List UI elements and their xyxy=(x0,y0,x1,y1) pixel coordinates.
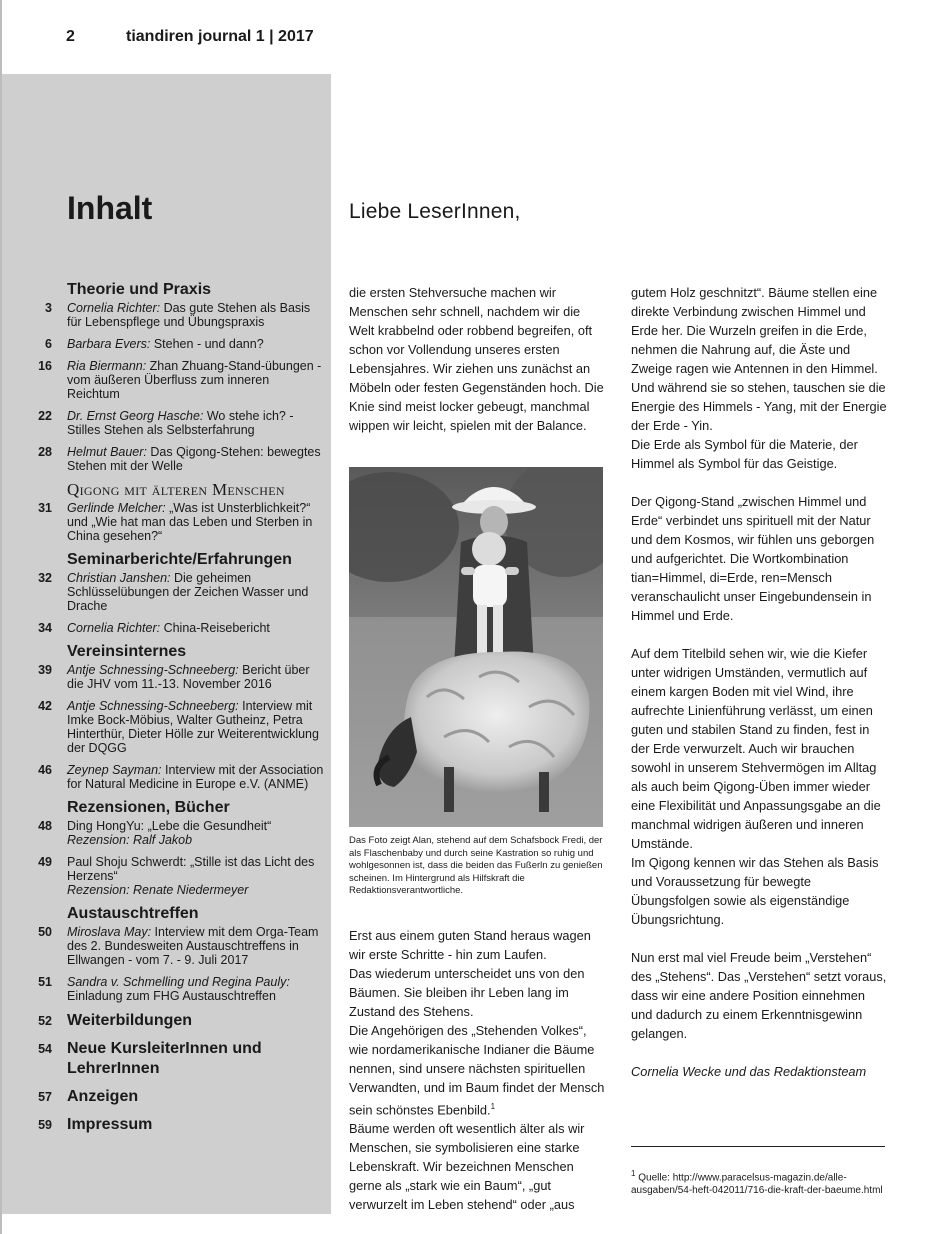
photo-caption: Das Foto zeigt Alan, stehend auf dem Schafsbock Fredi, der als Flaschenbaby und durch seine Kastration so ruhig und wohlgesonnen ist, dass die beiden das Fußerln zu genießen scheinen. Im Hintergrund als Hilfskraft die Redaktionsverantwortliche. xyxy=(349,835,603,896)
photo-illustration xyxy=(349,467,603,827)
photo-alan-on-sheep xyxy=(349,467,603,827)
journal-title: tiandiren journal 1 | 2017 xyxy=(126,28,314,45)
toc-section-heading: Qigong mit älteren Menschen xyxy=(67,480,285,499)
toc-page-number: 28 xyxy=(38,445,52,459)
toc-entry[interactable] xyxy=(30,1087,325,1107)
toc-entry[interactable] xyxy=(30,819,325,847)
toc-author: Antje Schnessing-Schneeberg: xyxy=(67,663,239,677)
toc-page-number: 34 xyxy=(38,621,52,635)
toc-entry[interactable] xyxy=(30,1115,325,1135)
footnote-marker: 1 xyxy=(631,1169,636,1178)
toc-section-heading: Weiterbildungen xyxy=(67,1012,193,1029)
toc-section-heading: Rezensionen, Bücher xyxy=(67,799,230,816)
toc-entry-text xyxy=(67,501,325,543)
paragraph: gutem Holz geschnitzt“. Bäume stellen eine direkte Verbindung zwischen Himmel und Erde her. Die Wurzeln greifen in die Erde, nehmen die Nahrung auf, die Äste und Zweige ragen wie Antennen in den Himmel. Und während sie so stehen, tauschen sie die Energie des Himmels - Yang, mit der Energie der Erde - Yin. xyxy=(631,285,887,433)
toc-entry-text xyxy=(67,663,325,691)
toc-section-heading: Anzeigen xyxy=(67,1088,139,1105)
toc-author: Barbara Evers: xyxy=(67,337,151,351)
toc-title-text: Ding HongYu: „Lebe die Gesundheit“ xyxy=(67,819,272,833)
toc-entry-text xyxy=(67,699,325,755)
paragraph: Das wiederum unterscheidet uns von den Bäumen. Sie bleiben ihr Leben lang im Zustand des Stehens. xyxy=(349,966,585,1019)
toc-entry[interactable] xyxy=(30,663,325,691)
toc-page-number: 6 xyxy=(45,337,52,351)
toc-entry-text xyxy=(67,409,325,437)
toc-page-number: 3 xyxy=(45,301,52,315)
toc-page-number: 54 xyxy=(38,1042,52,1056)
paragraph: die ersten Stehversuche machen wir Menschen sehr schnell, nachdem wir die Welt krabbelnd oder robbend begreifen, oft schon vor Vollendung unseres ersten Lebensjahres. Wir ziehen uns zunächst an Möbeln oder festen Gegenständen hoch. Die Knie sind meist locker gebeugt, manchmal wippen wir leicht, spielen mit der Balance. xyxy=(349,285,604,433)
toc-entry[interactable] xyxy=(30,621,325,635)
toc-entry-text xyxy=(67,359,325,401)
toc-title-text: Einladung zum FHG Austauschtreffen xyxy=(67,989,276,1003)
toc-page-number: 22 xyxy=(38,409,52,423)
article-column-1-top xyxy=(349,283,607,435)
paragraph-text: Die Angehörigen des „Stehenden Volkes“, wie nordamerikanische Indianer die Bäume nennen, sind unsere nächsten spirituellen Verwandten, und im Baum findet der Mensch sein schönstes Ebenbild. xyxy=(349,1023,605,1118)
toc-entry[interactable] xyxy=(30,359,325,401)
paragraph xyxy=(349,1021,607,1119)
toc-list xyxy=(30,281,325,1143)
toc-title-text: Das gute Stehen als Basis für Lebenspflege und Übungspraxis xyxy=(67,301,311,329)
toc-page-number: 49 xyxy=(38,855,52,869)
paragraph: Im Qigong kennen wir das Stehen als Basis und Voraussetzung für bewegte Übungsfolgen sowie als eigenständige Übungsrichtung. xyxy=(631,855,879,927)
toc-section-heading: Neue KursleiterInnen und LehrerInnen xyxy=(67,1040,262,1077)
toc-title-text: „Was ist Unsterblichkeit?“ und „Wie hat man das Leben und Sterben in China gesehen?“ xyxy=(67,501,313,543)
toc-title-text: Paul Shoju Schwerdt: „Stille ist das Licht des Herzens“ xyxy=(67,855,315,883)
toc-page-number: 59 xyxy=(38,1118,52,1132)
toc-section-heading: Vereinsinternes xyxy=(67,643,187,660)
toc-entry-text xyxy=(67,621,325,635)
footnote-text: Quelle: http://www.paracelsus-magazin.de/alle-ausgaben/54-heft-042011/716-die-kraft-der-baeume.html xyxy=(631,1172,883,1196)
toc-page-number: 57 xyxy=(38,1090,52,1104)
toc-author: Dr. Ernst Georg Hasche: xyxy=(67,409,204,423)
toc-entry[interactable] xyxy=(30,445,325,473)
footnote-marker: 1 xyxy=(490,1102,496,1111)
spacer xyxy=(631,1043,889,1062)
toc-page-number: 16 xyxy=(38,359,52,373)
toc-page-number: 52 xyxy=(38,1014,52,1028)
toc-title-text: Stehen - und dann? xyxy=(150,337,264,351)
toc-entry[interactable] xyxy=(30,501,325,543)
spacer xyxy=(631,929,889,948)
toc-title-text: Das Qigong-Stehen: bewegtes Stehen mit der Welle xyxy=(67,445,321,473)
toc-title-text: China-Reisebericht xyxy=(160,621,270,635)
toc-author: Zeynep Sayman: xyxy=(67,763,162,777)
paragraph: Nun erst mal viel Freude beim „Verstehen“ des „Stehens“. Das „Verstehen“ setzt voraus, dass wir eine andere Position einnehmen und dadurch zu einem Erkenntnisgewinn gelangen. xyxy=(631,950,887,1041)
toc-page-number: 46 xyxy=(38,763,52,777)
article-column-2 xyxy=(631,283,889,1081)
toc-title-text: Zhan Zhuang-Stand-übungen - vom äußeren Überfluss zum inneren Reichtum xyxy=(67,359,322,401)
toc-section-heading: Austauschtreffen xyxy=(67,905,199,922)
toc-page-number: 31 xyxy=(38,501,52,515)
paragraph: Auf dem Titelbild sehen wir, wie die Kiefer unter widrigen Umständen, vermutlich auf einem kargen Boden mit viel Wind, ihre aufrechte Linienführung verlässt, um einen guten und stabilen Stand zu finden, fest in der Erde verwurzelt. Auch wir brauchen sowohl in unserem Stehvermögen im Alltag als auch beim Qigong-Üben immer wieder eine Flexibilität und Anpassungsgabe an die manchmal widrigen äußeren und inneren Umstände. xyxy=(631,646,881,851)
toc-page-number: 32 xyxy=(38,571,52,585)
toc-page-number: 39 xyxy=(38,663,52,677)
toc-entry[interactable] xyxy=(30,925,325,967)
toc-author: Helmut Bauer: xyxy=(67,445,147,459)
toc-title-text: Die geheimen Schlüsselübungen der Zeichen Wasser und Drache xyxy=(67,571,309,613)
toc-entry-text xyxy=(67,337,325,351)
toc-reviewer: Rezension: Renate Niedermeyer xyxy=(67,883,249,897)
toc-author: Cornelia Richter: xyxy=(67,621,161,635)
footnote-divider xyxy=(631,1146,885,1147)
toc-entry-text xyxy=(67,925,325,967)
toc-section-heading: Theorie und Praxis xyxy=(67,281,212,298)
paragraph: Die Erde als Symbol für die Materie, der Himmel als Symbol für das Geistige. xyxy=(631,437,858,471)
toc-title-text: Bericht über die JHV vom 11.-13. November 2016 xyxy=(67,663,310,691)
toc-entry-text xyxy=(67,571,325,613)
column-2-paragraphs xyxy=(631,283,889,1043)
toc-author: Sandra v. Schmelling und Regina Pauly: xyxy=(67,975,290,989)
toc-reviewer: Rezension: Ralf Jakob xyxy=(67,833,193,847)
paragraph: Erst aus einem guten Stand heraus wagen wir erste Schritte - hin zum Laufen. xyxy=(349,928,591,962)
toc-title-text: Interview mit der Association for Natural Medicine in Europe e.V. (ANME) xyxy=(67,763,324,791)
toc-entry-text xyxy=(67,819,325,847)
signature: Cornelia Wecke und das Redaktionsteam xyxy=(631,1064,867,1079)
toc-section-heading: Impressum xyxy=(67,1116,153,1133)
toc-title-text: Wo stehe ich? - Stilles Stehen als Selbsterfahrung xyxy=(67,409,294,437)
toc-page-number: 51 xyxy=(38,975,52,989)
toc-section-heading: Seminarberichte/Erfahrungen xyxy=(67,551,292,568)
toc-author: Gerlinde Melcher: xyxy=(67,501,166,515)
toc-entry[interactable] xyxy=(30,301,325,329)
greeting: Liebe LeserInnen, xyxy=(349,200,521,223)
article-column-1-bottom xyxy=(349,926,607,1214)
toc-entry[interactable] xyxy=(30,1039,325,1079)
paragraph: Bäume werden oft wesentlich älter als wir Menschen, sie symbolisieren eine starke Lebenskraft. Wir bezeichnen Menschen gerne als „stark wie ein Baum“, „gut verwurzelt im Leben stehend“ oder „aus xyxy=(349,1121,585,1213)
page-number: 2 xyxy=(66,28,75,45)
toc-entry[interactable] xyxy=(30,699,325,755)
spacer xyxy=(631,473,889,492)
toc-entry-text xyxy=(67,301,325,329)
toc-entry[interactable] xyxy=(30,975,325,1003)
toc-page-number: 42 xyxy=(38,699,52,713)
toc-author: Christian Janshen: xyxy=(67,571,171,585)
toc-entry-text xyxy=(67,855,325,897)
toc-author: Ria Biermann: xyxy=(67,359,147,373)
toc-title: Inhalt xyxy=(67,190,153,226)
toc-entry[interactable] xyxy=(30,1011,325,1031)
paragraph: Der Qigong-Stand „zwischen Himmel und Erde“ verbindet uns spirituell mit der Natur und dem Kosmos, wir fühlen uns geborgen und aufgerichtet. Die Wortkombination tian=Himmel, di=Erde, ren=Mensch veranschaulicht unser Eingebundensein in Himmel und Erde. xyxy=(631,494,875,623)
toc-page-number: 50 xyxy=(38,925,52,939)
toc-entry-text xyxy=(67,763,325,791)
toc-entry-text xyxy=(67,445,325,473)
toc-author: Antje Schnessing-Schneeberg: xyxy=(67,699,239,713)
page-header xyxy=(66,28,314,46)
toc-entry[interactable] xyxy=(30,409,325,437)
toc-entry[interactable] xyxy=(30,855,325,897)
footnote xyxy=(631,1168,891,1197)
toc-entry[interactable] xyxy=(30,337,325,351)
toc-title-text: Interview mit Imke Bock-Möbius, Walter Gutheinz, Petra Hinterthür, Dieter Hölle zur Weiterentwicklung der DQGG xyxy=(67,699,319,755)
spacer xyxy=(631,625,889,644)
toc-title-text: Interview mit dem Orga-Team des 2. Bundesweiten Austauschtreffens in Ellwangen - vom 7. - 9. Juli 2017 xyxy=(67,925,319,967)
toc-author: Miroslava May: xyxy=(67,925,152,939)
toc-entry[interactable] xyxy=(30,763,325,791)
toc-author: Cornelia Richter: xyxy=(67,301,161,315)
toc-page-number: 48 xyxy=(38,819,52,833)
toc-entry-text xyxy=(67,975,325,1003)
toc-entry[interactable] xyxy=(30,571,325,613)
